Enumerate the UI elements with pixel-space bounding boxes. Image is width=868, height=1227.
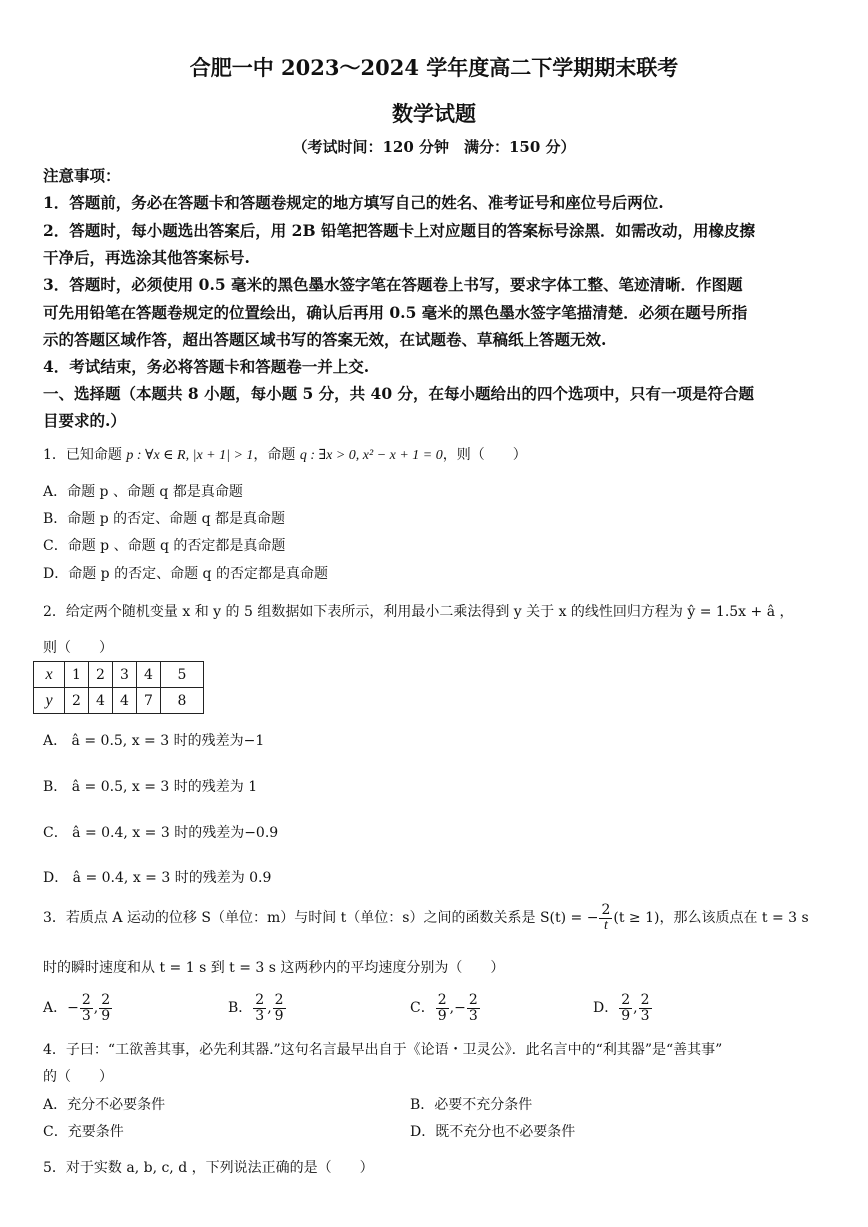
fraction-numerator: 2 xyxy=(81,992,91,1008)
table-cell: 4 xyxy=(89,688,113,714)
note-line: 3．答题时，必须使用 0.5 毫米的黑色墨水签字笔在答题卷上书写，要求字体工整、笔迹清晰．作图题 xyxy=(43,275,743,294)
regression-data-table xyxy=(33,661,204,714)
fraction-denominator: 9 xyxy=(274,1007,284,1024)
fraction-numerator: 2 xyxy=(101,992,111,1008)
q2-option-b: B． â = 0.5, x = 3 时的残差为 1 xyxy=(43,779,258,795)
section-heading-cont: 目要求的.） xyxy=(43,411,126,430)
question-3-stem xyxy=(43,903,809,933)
table-cell: 3 xyxy=(113,662,137,688)
option-fraction xyxy=(436,993,449,1023)
table-cell: 4 xyxy=(113,688,137,714)
q1-proposition-p: p : ∀x ∈ R, |x + 1| > 1 xyxy=(126,448,254,463)
q4-option-d: D．既不充分也不必要条件 xyxy=(410,1124,576,1140)
fraction-denominator: t xyxy=(603,917,608,933)
q1-stem-text: ，命题 xyxy=(253,447,300,463)
table-cell: 2 xyxy=(89,662,113,688)
table-row xyxy=(34,688,204,714)
table-cell: 4 xyxy=(137,662,161,688)
table-cell: 8 xyxy=(161,688,204,714)
table-header-y: y xyxy=(34,688,65,714)
note-line: 1．答题前，务必在答题卡和答题卷规定的地方填写自己的姓名、准考证号和座位号后两位. xyxy=(43,193,664,212)
option-sign: − xyxy=(67,1000,79,1017)
q4-option-c: C．充要条件 xyxy=(43,1124,124,1140)
note-line: 2．答题时，每小题选出答案后，用 2B 铅笔把答题卡上对应题目的答案标号涂黑．如需改动，用橡皮擦 xyxy=(43,221,755,240)
option-fraction xyxy=(619,993,632,1023)
option-fraction xyxy=(80,993,93,1023)
note-line: 干净后，再选涂其他答案标号. xyxy=(43,248,250,267)
fraction-denominator: 3 xyxy=(640,1007,650,1024)
option-label: B． xyxy=(228,1000,253,1017)
q4-option-a: A．充分不必要条件 xyxy=(43,1097,166,1113)
q2-option-d: D． â = 0.4, x = 3 时的残差为 0.9 xyxy=(43,870,272,886)
exam-title: 合肥一中 2023～2024 学年度高二下学期期末联考 xyxy=(189,55,679,80)
q3-option-b xyxy=(228,993,287,1023)
table-cell: 5 xyxy=(161,662,204,688)
q1-proposition-q: q : ∃x > 0, x² − x + 1 = 0 xyxy=(299,448,443,463)
note-line: 4．考试结束，务必将答题卡和答题卷一并上交. xyxy=(43,357,370,376)
note-line: 可先用铅笔在答题卷规定的位置绘出，确认后再用 0.5 毫米的黑色墨水签字笔描清楚．必须在题号所指 xyxy=(43,303,748,322)
option-fraction xyxy=(253,993,266,1023)
question-2-stem: 2．给定两个随机变量 x 和 y 的 5 组数据如下表所示，利用最小二乘法得到 y 关于 x 的线性回归方程为 ŷ = 1.5x + â ， xyxy=(43,604,794,620)
option-fraction xyxy=(99,993,112,1023)
notes-heading: 注意事项： xyxy=(43,166,121,185)
table-cell: 1 xyxy=(65,662,89,688)
q2-option-a: A． â = 0.5, x = 3 时的残差为−1 xyxy=(43,733,265,749)
q3-option-a xyxy=(43,993,113,1023)
fraction-numerator: 2 xyxy=(621,992,631,1008)
exam-subtitle: 数学试题 xyxy=(392,101,476,126)
q1-option-b: B．命题 p 的否定、命题 q 都是真命题 xyxy=(43,511,286,527)
q1-option-a: A．命题 p 、命题 q 都是真命题 xyxy=(43,484,243,500)
q1-stem-text: 1．已知命题 xyxy=(43,447,127,463)
section-heading: 一、选择题（本题共 8 小题，每小题 5 分，共 40 分，在每小题给出的四个选项中，只有一项是符合题 xyxy=(43,384,755,403)
q3-stem-text: (t ≥ 1)，那么该质点在 t = 3 s xyxy=(613,910,809,927)
q3-fraction xyxy=(599,903,612,933)
table-cell: 2 xyxy=(65,688,89,714)
option-label: C． xyxy=(410,1000,435,1017)
fraction-denominator: 3 xyxy=(255,1007,265,1024)
fraction-denominator: 9 xyxy=(101,1007,111,1024)
fraction-numerator: 2 xyxy=(468,992,478,1008)
exam-time-info: （考试时间：120 分钟 满分：150 分） xyxy=(292,138,576,156)
option-label: A． xyxy=(43,1000,68,1017)
table-cell: 7 xyxy=(137,688,161,714)
table-header-x: x xyxy=(34,662,65,688)
fraction-numerator: 2 xyxy=(274,992,284,1008)
fraction-denominator: 3 xyxy=(468,1007,478,1024)
q1-option-d: D．命题 p 的否定、命题 q 的否定都是真命题 xyxy=(43,566,328,582)
q3-option-c xyxy=(410,993,481,1023)
note-line: 示的答题区域作答，超出答题区域书写的答案无效，在试题卷、草稿纸上答题无效. xyxy=(43,330,607,349)
fraction-numerator: 2 xyxy=(640,992,650,1008)
table-row xyxy=(34,662,204,688)
q1-option-c: C．命题 p 、命题 q 的否定都是真命题 xyxy=(43,538,286,554)
option-label: D． xyxy=(593,1000,619,1017)
option-fraction xyxy=(273,993,286,1023)
question-2-stem-cont: 则（ ） xyxy=(43,640,113,656)
question-4-stem-cont: 的（ ） xyxy=(43,1069,113,1085)
option-fraction xyxy=(467,993,480,1023)
fraction-denominator: 9 xyxy=(621,1007,631,1024)
question-4-stem: 4．子曰：“工欲善其事，必先利其器.”这句名言最早出自于《论语・卫灵公》．此名言中的“利其器”是“善其事” xyxy=(43,1042,723,1058)
option-fraction xyxy=(639,993,652,1023)
fraction-numerator: 2 xyxy=(601,902,611,918)
option-sign: − xyxy=(454,1000,466,1017)
q3-option-d xyxy=(593,993,653,1023)
q4-option-b: B．必要不充分条件 xyxy=(410,1097,533,1113)
option-separator: , xyxy=(449,1000,455,1017)
option-separator: , xyxy=(93,1000,99,1017)
q1-stem-text: ，则（ ） xyxy=(442,447,527,463)
option-separator: , xyxy=(267,1000,272,1017)
fraction-numerator: 2 xyxy=(255,992,265,1008)
question-1-stem xyxy=(43,444,527,464)
fraction-denominator: 9 xyxy=(437,1007,447,1024)
option-separator: , xyxy=(633,1000,638,1017)
question-5-stem: 5．对于实数 a, b, c, d ，下列说法正确的是（ ） xyxy=(43,1160,374,1176)
q3-stem-text: 3．若质点 A 运动的位移 S（单位：m）与时间 t（单位：s）之间的函数关系是 S(t) = − xyxy=(43,910,599,927)
fraction-numerator: 2 xyxy=(437,992,447,1008)
fraction-denominator: 3 xyxy=(81,1007,91,1024)
q2-option-c: C． â = 0.4, x = 3 时的残差为−0.9 xyxy=(43,825,279,841)
question-3-stem-cont: 时的瞬时速度和从 t = 1 s 到 t = 3 s 这两秒内的平均速度分别为（ ） xyxy=(43,960,505,976)
